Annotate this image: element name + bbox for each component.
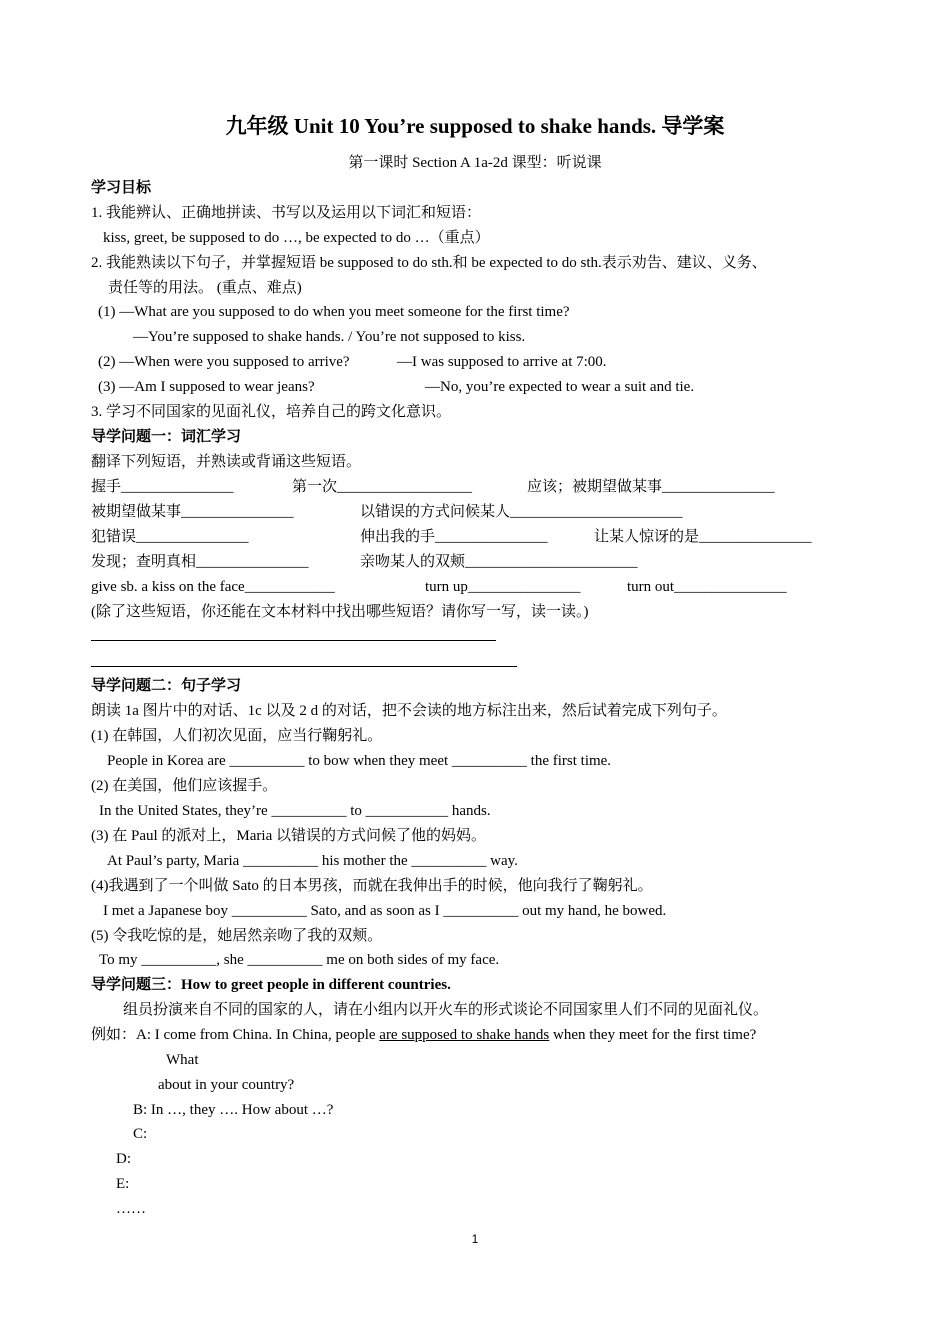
objective-sentence-2a: (2) —When were you supposed to arrive? — [98, 354, 350, 370]
example-underlined: are supposed to shake hands — [379, 1027, 550, 1043]
objective-sentence-3b: —No, you’re expected to wear a suit and tie. — [425, 379, 695, 395]
q1-intro: 翻译下列短语，并熟读或背诵这些短语。 — [91, 454, 362, 470]
phrase-item: 伸出我的手_______________ — [360, 529, 548, 545]
dialogue-d: D: — [116, 1151, 131, 1167]
writing-line — [91, 640, 496, 641]
objective-1: 1. 我能辨认、正确地拼读、书写以及运用以下词汇和短语： — [91, 205, 482, 221]
sentence-cn: (5) 令我吃惊的是，她居然亲吻了我的双颊。 — [91, 928, 383, 944]
sentence-cn: (3) 在 Paul 的派对上，Maria 以错误的方式问候了他的妈妈。 — [91, 828, 486, 844]
objectives-heading: 学习目标 — [91, 180, 152, 196]
phrase-item: 握手_______________ — [91, 479, 234, 495]
phrase-item: 第一次__________________ — [292, 479, 473, 495]
objective-sentence-1a: (1) —What are you supposed to do when you meet someone for the first time? — [98, 304, 570, 320]
page-number: 1 — [471, 1232, 479, 1246]
objective-3: 3. 学习不同国家的见面礼仪，培养自己的跨文化意识。 — [91, 404, 452, 420]
example-what: What — [166, 1052, 199, 1068]
sentence-en: To my __________, she __________ me on both sides of my face. — [99, 952, 500, 968]
sentence-cn: (2) 在美国，他们应该握手。 — [91, 778, 278, 794]
phrase-item: 被期望做某事_______________ — [91, 504, 294, 520]
dialogue-e: E: — [116, 1176, 130, 1192]
sentence-en: At Paul’s party, Maria __________ his mother the __________ way. — [107, 853, 518, 869]
dialogue-c: C: — [133, 1126, 148, 1142]
q1-note: (除了这些短语，你还能在文本材料中找出哪些短语？请你写一写，读一读。) — [91, 604, 589, 620]
phrase-item: 让某人惊讶的是_______________ — [594, 529, 812, 545]
q3-heading-cn: 导学问题三： — [91, 977, 182, 993]
dialogue-ellipsis: …… — [116, 1201, 146, 1217]
q3-heading — [91, 975, 451, 995]
objective-sentence-2b: —I was supposed to arrive at 7:00. — [397, 354, 607, 370]
sentence-en: People in Korea are __________ to bow when they meet __________ the first time. — [107, 753, 612, 769]
sentence-cn: (1) 在韩国，人们初次见面，应当行鞠躬礼。 — [91, 728, 383, 744]
example-line — [91, 1025, 756, 1045]
objective-sentence-1b: —You’re supposed to shake hands. / You’re not supposed to kiss. — [133, 329, 526, 345]
objective-1-words: kiss, greet, be supposed to do …, be expected to do …（重点） — [103, 230, 490, 246]
phrase-item: 犯错误_______________ — [91, 529, 249, 545]
phrase-item: 亲吻某人的双颊_______________________ — [360, 554, 638, 570]
writing-line — [91, 666, 517, 667]
sentence-en: I met a Japanese boy __________ Sato, and as soon as I __________ out my hand, he bowed. — [103, 903, 667, 919]
phrase-item: 发现；查明真相_______________ — [91, 554, 309, 570]
q3-heading-en: How to greet people in different countries. — [181, 977, 451, 993]
page-title: 九年级 Unit 10 You’re supposed to shake hands. 导学案 — [225, 114, 725, 138]
phrase-item: 应该；被期望做某事_______________ — [527, 479, 775, 495]
q2-heading: 导学问题二：句子学习 — [91, 678, 242, 694]
example-about: about in your country? — [158, 1077, 295, 1093]
phrase-item: turn up_______________ — [425, 579, 581, 595]
q3-intro: 组员扮演来自不同的国家的人，请在小组内以开火车的形式谈论不同国家里人们不同的见面礼仪。 — [123, 1002, 769, 1018]
objective-2: 2. 我能熟读以下句子，并掌握短语 be supposed to do sth.和 be expected to do sth.表示劝告、建议、义务、 — [91, 255, 767, 271]
q2-intro: 朗读 1a 图片中的对话、1c 以及 2 d 的对话，把不会读的地方标注出来，然后试着完成下列句子。 — [91, 703, 727, 719]
dialogue-b: B: In …, they …. How about …? — [133, 1102, 334, 1118]
phrase-item: 以错误的方式问候某人_______________________ — [360, 504, 683, 520]
sentence-en: In the United States, they’re __________ to ___________ hands. — [99, 803, 491, 819]
sentence-cn: (4)我遇到了一个叫做 Sato 的日本男孩，而就在我伸出手的时候，他向我行了鞠躬礼。 — [91, 878, 653, 894]
phrase-item: turn out_______________ — [627, 579, 787, 595]
example-text: 例如：A: I come from China. In China, people — [91, 1027, 380, 1043]
page-subtitle: 第一课时 Section A 1a-2d 课型：听说课 — [348, 155, 602, 171]
q1-heading: 导学问题一：词汇学习 — [91, 429, 242, 445]
objective-sentence-3a: (3) —Am I supposed to wear jeans? — [98, 379, 315, 395]
objective-2-cont: 责任等的用法。 (重点、难点) — [108, 280, 302, 296]
phrase-item: give sb. a kiss on the face____________ — [91, 579, 335, 595]
example-text-end: when they meet for the first time? — [549, 1027, 757, 1043]
